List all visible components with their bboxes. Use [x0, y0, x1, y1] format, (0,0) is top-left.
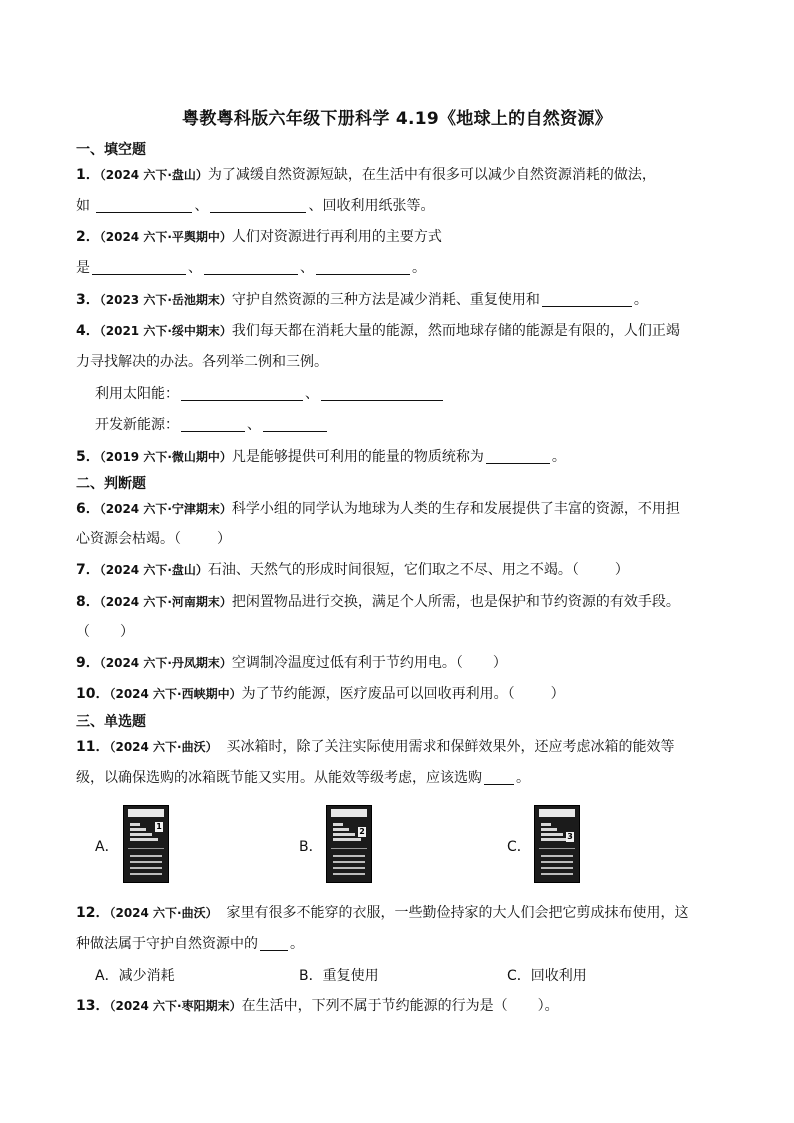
divider: [331, 848, 367, 849]
row-label: 开发新能源：: [95, 417, 179, 433]
question-6-line-2: [76, 529, 231, 549]
question-4-line-1: [76, 321, 680, 341]
question-source: （2024 六下·河南期末）: [99, 595, 232, 609]
question-text: 凡是能够提供可利用的能量的物质统称为: [231, 449, 484, 465]
separator: 、: [305, 386, 319, 402]
spec-row: [333, 867, 365, 869]
question-3: [76, 290, 648, 310]
question-text: 家里有很多不能穿的衣服，一些勤俭持家的大人们会把它剪成抹布使用，这: [217, 905, 689, 921]
question-5: [76, 447, 566, 467]
option-b-label[interactable]: B．: [299, 839, 323, 855]
separator: 、: [300, 260, 314, 276]
question-text: ）: [614, 562, 629, 578]
option-a-label[interactable]: A．: [95, 839, 119, 855]
separator: 、: [188, 260, 202, 276]
question-4-solar-row: [95, 384, 445, 404]
question-8-line-1: [76, 592, 680, 612]
question-4-new-energy-row: [95, 415, 329, 435]
label-header-band: [539, 809, 575, 817]
question-source: （2024 六下·曲沃）: [109, 906, 218, 920]
label-header-band: [128, 809, 164, 817]
question-text: ）: [120, 624, 134, 640]
answer-blank[interactable]: [484, 770, 514, 785]
question-text: 力寻找解决的办法。各列举二例和三例。: [76, 354, 328, 370]
question-text: 科学小组的同学认为地球为人类的生存和发展提供了丰富的资源，不用担: [231, 501, 680, 517]
separator: 、: [194, 198, 209, 214]
spec-row: [333, 861, 365, 863]
spec-row: [541, 855, 573, 857]
question-source: （2024 六下·盘山）: [99, 563, 208, 577]
question-number: 3．: [76, 292, 100, 308]
spec-row: [333, 855, 365, 857]
answer-blank[interactable]: [316, 260, 410, 275]
question-number: 11．: [76, 739, 110, 755]
question-text: 。: [551, 449, 566, 465]
question-text: 守护自然资源的三种方法是减少消耗、重复使用和: [231, 292, 540, 308]
answer-blank[interactable]: [204, 260, 298, 275]
question-text: 如: [76, 198, 95, 214]
question-1-line-2: [76, 196, 434, 216]
spec-row: [541, 867, 573, 869]
divider: [539, 848, 575, 849]
question-12-line-1: [76, 903, 689, 923]
choice-c[interactable]: C．回收利用: [507, 968, 587, 984]
question-number: 12．: [76, 905, 110, 921]
question-text: 是: [76, 260, 90, 276]
grade-bar: [541, 823, 551, 826]
energy-grade-badge: 1: [156, 822, 162, 831]
question-11-line-2: [76, 768, 530, 788]
question-source: （2024 六下·平舆期中）: [99, 230, 232, 244]
answer-blank[interactable]: [210, 198, 306, 213]
question-number: 4．: [76, 323, 100, 339]
answer-blank[interactable]: [96, 198, 192, 213]
question-text: 。: [633, 292, 648, 308]
question-6-line-1: [76, 499, 680, 519]
question-source: （2023 六下·岳池期末）: [99, 293, 232, 307]
question-source: （2024 六下·盘山）: [99, 168, 208, 182]
label-header-band: [331, 809, 367, 817]
question-text: 空调制冷温度过低有利于节约用电。（: [231, 655, 463, 671]
question-source: （2024 六下·曲沃）: [109, 740, 218, 754]
grade-bar: [541, 833, 563, 836]
question-number: 1．: [76, 167, 100, 183]
question-text: 种做法属于守护自然资源中的: [76, 936, 258, 952]
grade-bar: [333, 833, 355, 836]
spec-row: [130, 861, 162, 863]
question-text: ）: [492, 655, 507, 671]
question-number: 9．: [76, 655, 100, 671]
question-2-line-1: [76, 227, 442, 247]
question-text: 。: [516, 770, 530, 786]
question-source: （2024 六下·枣阳期末）: [109, 999, 242, 1013]
question-text: ）。: [537, 998, 559, 1014]
grade-bar: [130, 833, 152, 836]
spec-row: [130, 873, 162, 875]
grade-bar: [541, 828, 557, 831]
question-number: 8．: [76, 594, 100, 610]
energy-label-image-b[interactable]: [326, 805, 372, 883]
question-text: 。: [290, 936, 304, 952]
answer-blank[interactable]: [486, 449, 550, 464]
grade-bar: [333, 828, 349, 831]
answer-blank[interactable]: [92, 260, 186, 275]
question-1-line-1: [76, 165, 656, 185]
question-number: 7．: [76, 562, 100, 578]
question-source: （2024 六下·宁津期末）: [99, 502, 232, 516]
question-text: 为了减缓自然资源短缺，在生活中有很多可以减少自然资源消耗的做法，: [207, 167, 656, 183]
energy-grade-badge: 2: [359, 827, 365, 836]
spec-row: [541, 861, 573, 863]
question-number: 10．: [76, 686, 110, 702]
question-text: 买冰箱时，除了关注实际使用需求和保鲜效果外，还应考虑冰箱的能效等: [217, 739, 675, 755]
question-source: （2024 六下·丹凤期末）: [99, 656, 232, 670]
question-8-line-2: [76, 622, 134, 642]
separator: 、: [247, 417, 261, 433]
page-title: 粤教粤科版六年级下册科学 4.19《地球上的自然资源》: [182, 109, 612, 129]
energy-label-image-a[interactable]: [123, 805, 169, 883]
grade-bar: [130, 823, 140, 826]
grade-bar: [333, 823, 343, 826]
question-11-line-1: [76, 737, 675, 757]
question-text: 、回收利用纸张等。: [308, 198, 435, 214]
question-text: 。: [412, 260, 426, 276]
answer-blank[interactable]: [542, 292, 632, 307]
energy-label-image-c[interactable]: [534, 805, 580, 883]
question-text: 级，以确保选购的冰箱既节能又实用。从能效等级考虑，应该选购: [76, 770, 482, 786]
question-text: 为了节约能源，医疗废品可以回收再利用。（: [241, 686, 515, 702]
section-single-choice: 三、单选题: [76, 714, 146, 730]
answer-blank[interactable]: [263, 417, 327, 432]
question-text: 人们对资源进行再利用的主要方式: [231, 229, 442, 245]
question-text: （: [76, 624, 90, 640]
row-label: 利用太阳能：: [95, 386, 179, 402]
question-9: [76, 653, 507, 673]
question-number: 13．: [76, 998, 110, 1014]
question-text: ）: [550, 686, 565, 702]
question-text: 我们每天都在消耗大量的能源，然而地球存储的能源是有限的，人们正竭: [231, 323, 680, 339]
question-text: 把闲置物品进行交换，满足个人所需，也是保护和节约资源的有效手段。: [231, 594, 680, 610]
answer-blank[interactable]: [260, 936, 288, 951]
question-number: 5．: [76, 449, 100, 465]
question-2-line-2: [76, 258, 426, 278]
grade-bar: [130, 828, 146, 831]
grade-bar: [541, 838, 569, 841]
answer-blank[interactable]: [181, 417, 245, 432]
choice-a[interactable]: A．减少消耗: [95, 968, 175, 984]
question-text: ）: [217, 531, 231, 547]
question-12-line-2: [76, 934, 304, 954]
section-fill-in: 一、填空题: [76, 142, 146, 158]
energy-grade-badge: 3: [567, 832, 573, 841]
question-source: （2024 六下·西峡期中）: [109, 687, 242, 701]
option-c-label[interactable]: C．: [507, 839, 531, 855]
question-text: 心资源会枯竭。（: [76, 531, 181, 547]
choice-b[interactable]: B．重复使用: [299, 968, 379, 984]
answer-blank[interactable]: [321, 386, 443, 401]
question-source: （2021 六下·绥中期末）: [99, 324, 232, 338]
question-text: 石油、天然气的形成时间很短，它们取之不尽、用之不竭。（: [207, 562, 579, 578]
question-text: 在生活中，下列不属于节约能源的行为是（: [241, 998, 508, 1014]
divider: [128, 848, 164, 849]
grade-bar: [333, 838, 361, 841]
spec-row: [130, 855, 162, 857]
question-4-line-2: [76, 352, 328, 372]
question-7: [76, 560, 629, 580]
answer-blank[interactable]: [181, 386, 303, 401]
question-13: [76, 996, 559, 1016]
grade-bar: [130, 838, 158, 841]
question-10: [76, 684, 565, 704]
spec-row: [130, 867, 162, 869]
spec-row: [333, 873, 365, 875]
question-number: 6．: [76, 501, 100, 517]
section-true-false: 二、判断题: [76, 476, 146, 492]
question-number: 2．: [76, 229, 100, 245]
question-source: （2019 六下·微山期中）: [99, 450, 232, 464]
spec-row: [541, 873, 573, 875]
